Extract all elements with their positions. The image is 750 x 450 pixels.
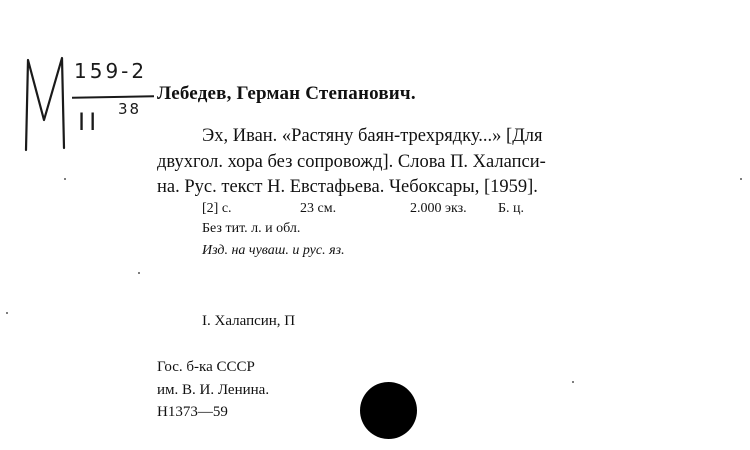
call-number-superscript: 38	[118, 100, 142, 118]
scan-speck	[64, 178, 66, 180]
tracing-entry: I. Халапсин, П	[202, 313, 296, 329]
collation-price: Б. ц.	[498, 201, 525, 216]
author-heading: Лебедев, Герман Степанович.	[157, 83, 416, 104]
call-number-top: 159-2	[74, 59, 148, 83]
collation-pages: [2] с.	[202, 201, 232, 216]
title-line-2: двухгол. хора без сопровожд]. Слова П. Халапси-	[157, 152, 546, 172]
scan-speck	[138, 272, 140, 274]
scan-speck	[740, 178, 742, 180]
library-line-1: Гос. б-ка СССР	[157, 359, 255, 375]
note-no-title-page: Без тит. л. и обл.	[202, 221, 301, 236]
punch-hole	[360, 382, 417, 439]
collation-copies: 2.000 экз.	[410, 201, 467, 216]
title-line-3: на. Рус. текст Н. Евстафьева. Чебоксары, [1959].	[157, 177, 538, 197]
call-number-letter-m	[18, 50, 78, 160]
call-number-fraction-line	[72, 95, 154, 98]
collation-size: 23 см.	[300, 201, 337, 216]
scan-speck	[572, 381, 574, 383]
call-number-bottom: II	[78, 108, 101, 136]
title-line-1: Эх, Иван. «Растяну баян-трехрядку...» [Для	[202, 126, 543, 146]
scan-speck	[6, 312, 8, 314]
library-line-2: им. В. И. Ленина.	[157, 382, 270, 398]
library-line-3: Н1373—59	[157, 404, 228, 420]
note-language: Изд. на чуваш. и рус. яз.	[202, 243, 345, 258]
